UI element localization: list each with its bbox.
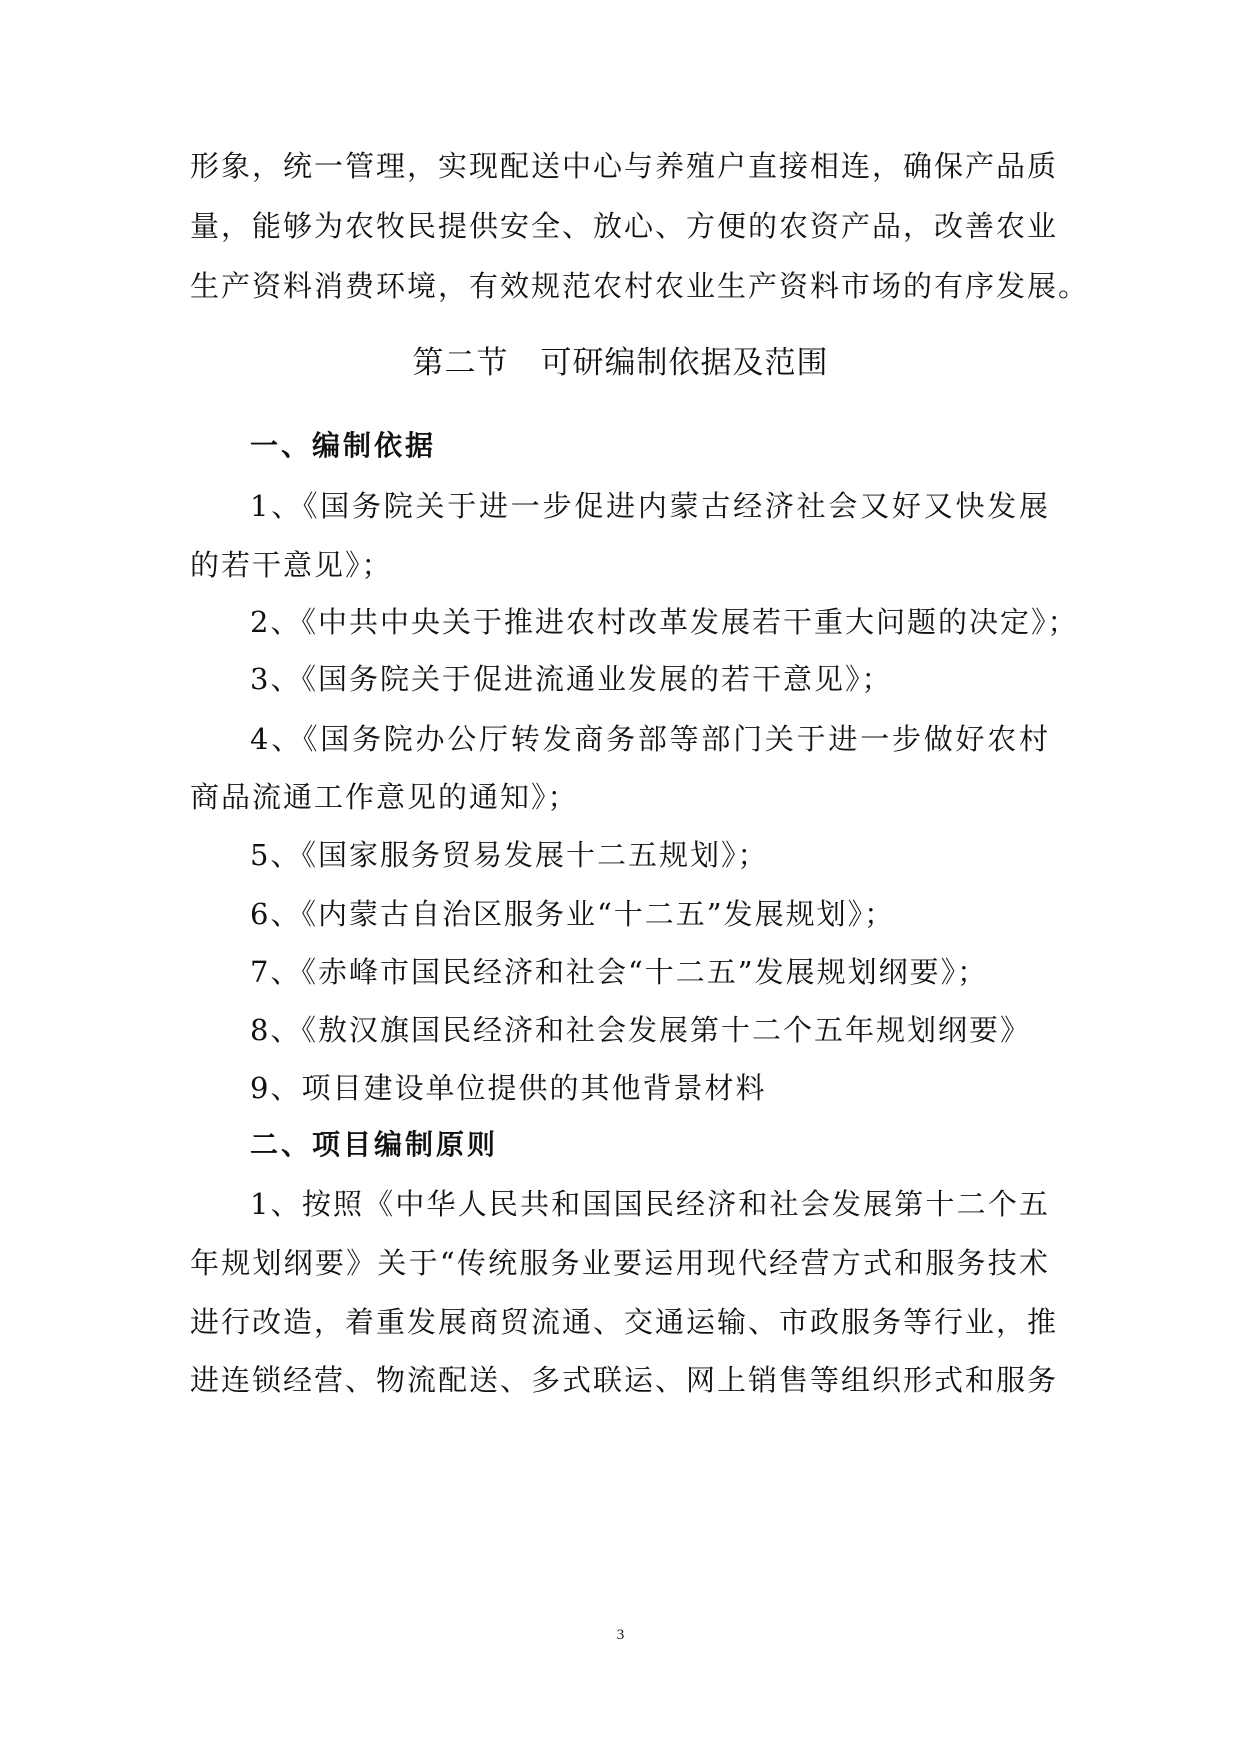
- intro-line-2: 量，能够为农牧民提供安全、放心、方便的农资产品，改善农业: [190, 209, 1059, 243]
- intro-line-3: 生产资料消费环境，有效规范农村农业生产资料市场的有序发展。: [190, 269, 1090, 303]
- section-title: 第二节 可研编制依据及范围: [412, 345, 829, 381]
- basis-item-1-continued: 的若干意见》；: [190, 548, 393, 582]
- basis-item-4: 4、《国务院办公厅转发商务部等部门关于进一步做好农村: [250, 722, 1050, 756]
- basis-item-8: 8、《敖汉旗国民经济和社会发展第十二个五年规划纲要》: [250, 1013, 1031, 1047]
- basis-item-6: 6、《内蒙古自治区服务业“十二五”发展规划》；: [250, 897, 896, 931]
- principles-line-3: 进行改造，着重发展商贸流通、交通运输、市政服务等行业，推: [190, 1305, 1059, 1339]
- basis-item-3: 3、《国务院关于促进流通业发展的若干意见》；: [250, 662, 893, 696]
- intro-line-1: 形象，统一管理，实现配送中心与养殖户直接相连，确保产品质: [190, 149, 1059, 183]
- basis-item-4-continued: 商品流通工作意见的通知》；: [190, 780, 579, 814]
- principles-line-1: 1、按照《中华人民共和国国民经济和社会发展第十二个五: [250, 1187, 1050, 1221]
- basis-item-9: 9、项目建设单位提供的其他背景材料: [250, 1071, 767, 1105]
- page-number: 3: [616, 1627, 625, 1643]
- basis-item-5: 5、《国家服务贸易发展十二五规划》；: [250, 838, 769, 872]
- principles-heading: 二、项目编制原则: [250, 1128, 499, 1161]
- basis-heading: 一、编制依据: [250, 429, 437, 462]
- principles-line-2: 年规划纲要》关于“传统服务业要运用现代经营方式和服务技术: [190, 1246, 1050, 1280]
- principles-line-4: 进连锁经营、物流配送、多式联运、网上销售等组织形式和服务: [190, 1363, 1059, 1397]
- basis-item-1: 1、《国务院关于进一步促进内蒙古经济社会又好又快发展: [250, 489, 1050, 523]
- basis-item-7: 7、《赤峰市国民经济和社会“十二五”发展规划纲要》；: [250, 955, 989, 989]
- basis-item-2: 2、《中共中央关于推进农村改革发展若干重大问题的决定》；: [250, 605, 1079, 639]
